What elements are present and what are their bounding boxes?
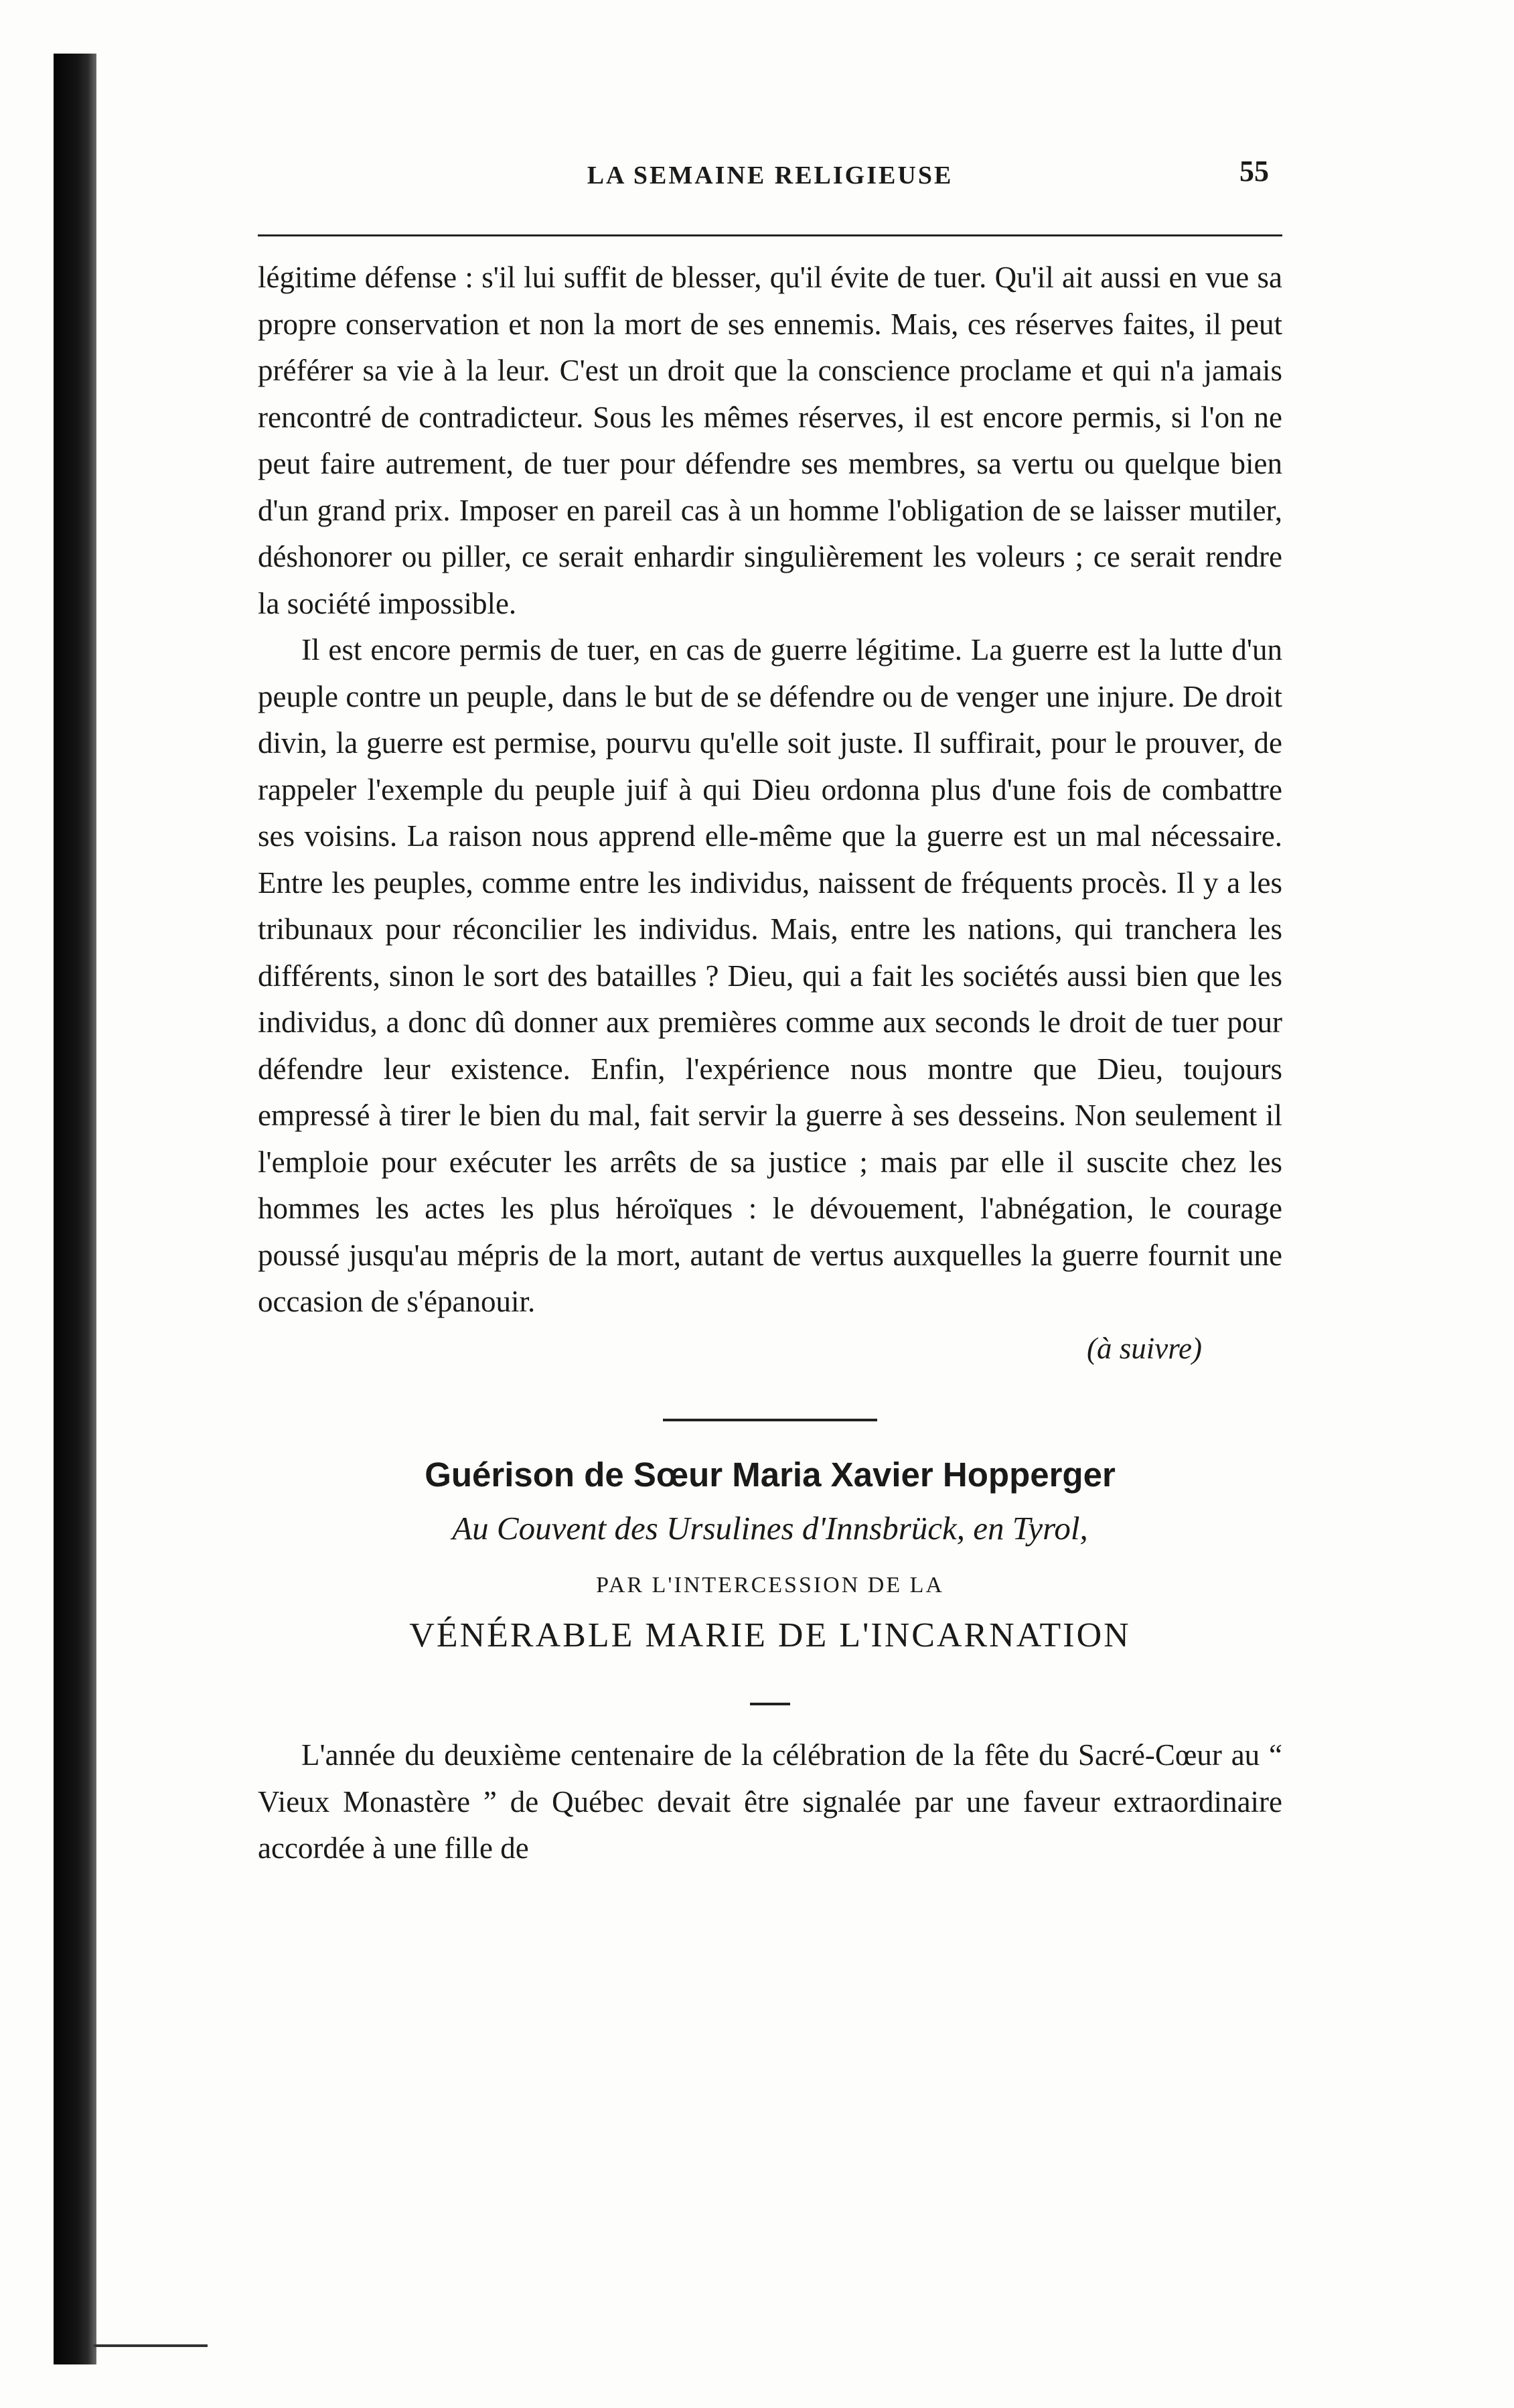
body-text (258, 255, 1282, 1326)
page-binding-edge (54, 54, 96, 2364)
article-title: Guérison de Sœur Maria Xavier Hopperger (425, 1456, 1116, 1494)
short-separator (750, 1703, 790, 1705)
body-paragraph: légitime défense : s'il lui suffit de blesser, qu'il évite de tuer. Qu'il ait aussi en vue sa propre conservation et non la mort de ses ennemis. Mais, ces réserves faites, il peut préférer sa vie à la leur. C'est un droit que la conscience proclame et qui n'a jamais rencontré de contradicteur. Sous les mêmes réserves, il est encore permis, si l'on ne peut faire autrement, de tuer pour défendre ses membres, sa vertu ou quelque bien d'un grand prix. Imposer en pareil cas à un homme l'obligation de se laisser mutiler, déshonorer ou piller, ce serait enhardir singulièrement les voleurs ; ce serait rendre la société impossible. (258, 261, 1282, 620)
article-intercession: PAR L'INTERCESSION DE LA (596, 1573, 944, 1598)
article-paragraph: L'année du deuxième centenaire de la célébration de la fête du Sacré-Cœur au “ Vieux Monastère ” de Québec devait être signalée par une faveur extraordinaire accordée à une fille de (258, 1738, 1282, 1865)
article-text (258, 1732, 1282, 1872)
page-binding-foot (94, 2344, 208, 2347)
running-head (258, 134, 1282, 214)
page-number: 55 (1239, 155, 1269, 188)
page (258, 134, 1282, 1872)
header-rule (258, 234, 1282, 236)
section-separator (663, 1419, 877, 1421)
article-subtitle: Au Couvent des Ursulines d'Innsbrück, en Tyrol, (452, 1510, 1088, 1547)
to-follow-note: (à suivre) (1086, 1331, 1202, 1365)
body-paragraph: Il est encore permis de tuer, en cas de guerre légitime. La guerre est la lutte d'un peuple contre un peuple, dans le but de se défendre ou de venger une injure. De droit divin, la guerre est permise, pourvu qu'elle soit juste. Il suffirait, pour le prouver, de rappeler l'exemple du peuple juif à qui Dieu ordonna plus d'une fois de combattre ses voisins. La raison nous apprend elle-même que la guerre est un mal nécessaire. Entre les peuples, comme entre les individus, naissent de fréquents procès. Il y a les tribunaux pour réconcilier les individus. Mais, entre les nations, qui tranchera les différents, sinon le sort des batailles ? Dieu, qui a fait les sociétés aussi bien que les individus, a donc dû donner aux premières comme aux seconds le droit de tuer pour défendre leur existence. Enfin, l'expérience nous montre que Dieu, toujours empressé à tirer le bien du mal, fait servir la guerre à ses desseins. Non seulement il l'emploie pour exécuter les arrêts de sa justice ; mais par elle il suscite chez les hommes les actes les plus héroïques : le dévouement, l'abnégation, le courage poussé jusqu'au mépris de la mort, autant de vertus auxquelles la guerre fournit une occasion de s'épanouir. (258, 633, 1282, 1318)
article-venerable: VÉNÉRABLE MARIE DE L'INCARNATION (409, 1616, 1131, 1654)
running-title: LA SEMAINE RELIGIEUSE (587, 161, 954, 190)
